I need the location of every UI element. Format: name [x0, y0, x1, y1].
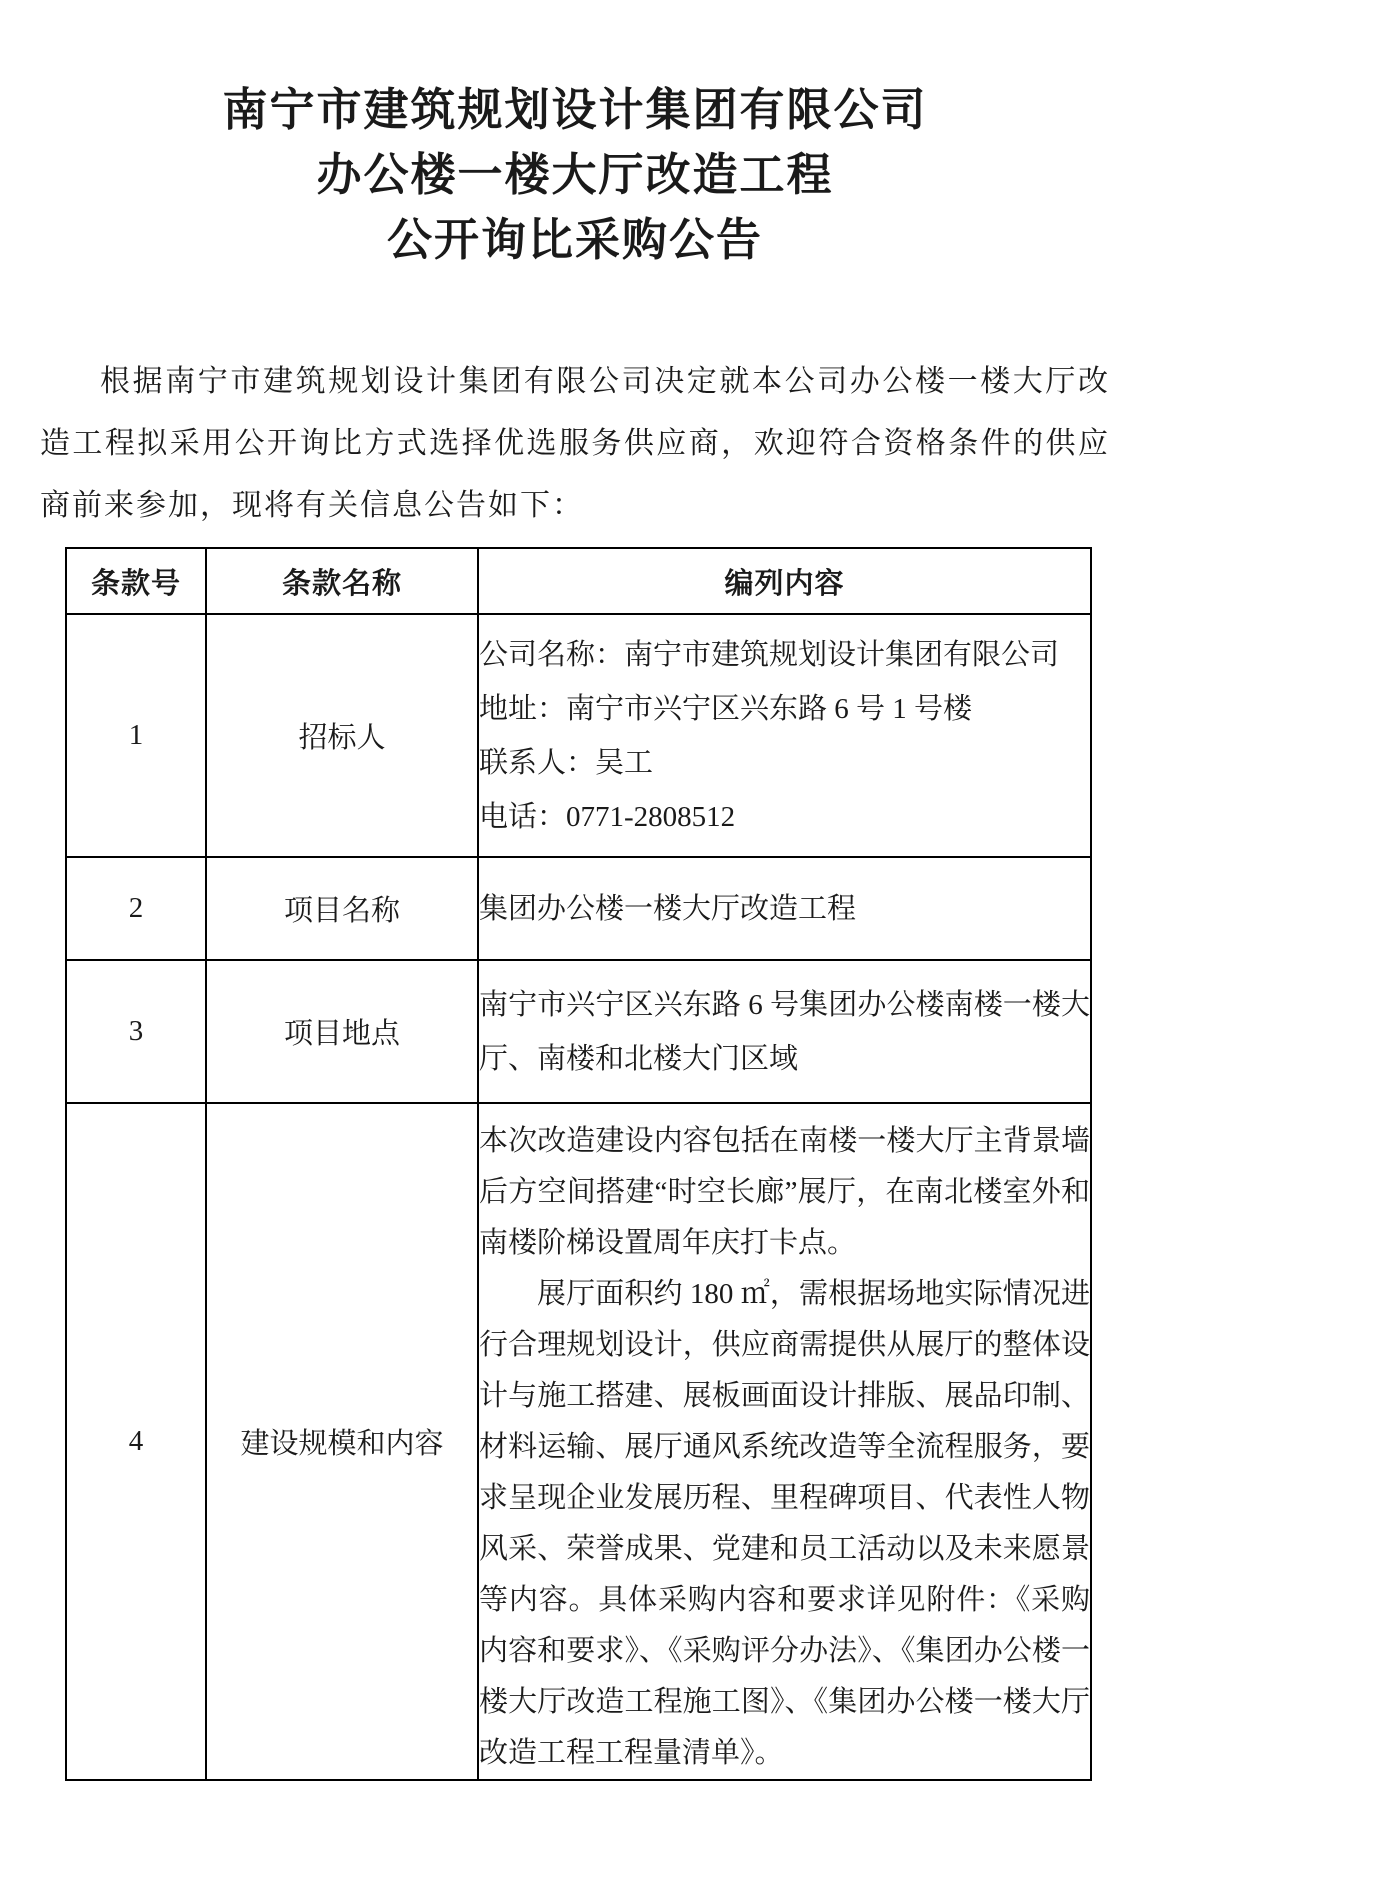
- clause-content-cell: [478, 1103, 1091, 1780]
- terms-table: [65, 547, 1092, 1781]
- table-header-row: [66, 548, 1091, 614]
- table-row-tenderer: [66, 614, 1091, 857]
- document-title: [40, 0, 1110, 273]
- project-location-line: 南宁市兴宁区兴东路 6 号集团办公楼南楼一楼大厅、南楼和北楼大门区域: [479, 988, 1090, 1075]
- clause-name-cell: 项目名称: [206, 857, 478, 960]
- clause-number-cell: 4: [66, 1103, 206, 1780]
- table-row-project-name: [66, 857, 1091, 960]
- clause-number-cell: 2: [66, 857, 206, 960]
- title-line-project: 办公楼一楼大厅改造工程: [316, 150, 834, 200]
- clause-name-cell: 项目地点: [206, 960, 478, 1103]
- clause-name-cell: 招标人: [206, 614, 478, 857]
- scope-paragraph-details: 展厅面积约 180 ㎡，需根据场地实际情况进行合理规划设计，供应商需提供从展厅的整体设计与施工搭建、展板画面设计排版、展品印制、材料运输、展厅通风系统改造等全流程服务，要求呈现企业发展历程、里程碑项目、代表性人物风采、荣誉成果、党建和员工活动以及未来愿景等内容。具体采购内容和要求详见附件：《采购内容和要求》、《采购评分办法》、《集团办公楼一楼大厅改造工程施工图》、《集团办公楼一楼大厅改造工程工程量清单》。: [479, 1278, 1090, 1769]
- header-clause-number: 条款号: [66, 548, 206, 614]
- table-row-scope-and-content: [66, 1103, 1091, 1780]
- table-row-project-location: [66, 960, 1091, 1103]
- clause-name-cell: 建设规模和内容: [206, 1103, 478, 1780]
- project-name-line: 集团办公楼一楼大厅改造工程: [479, 892, 857, 925]
- clause-number-cell: 1: [66, 614, 206, 857]
- header-clause-name: 条款名称: [206, 548, 478, 614]
- clause-number-cell: 3: [66, 960, 206, 1103]
- title-line-notice-type: 公开询比采购公告: [386, 215, 763, 265]
- tenderer-contact-line: 联系人：吴工: [479, 746, 654, 779]
- header-clause-content: 编列内容: [478, 548, 1091, 614]
- scope-paragraph-overview: 本次改造建设内容包括在南楼一楼大厅主背景墙后方空间搭建“时空长廊”展厅，在南北楼室外和南楼阶梯设置周年庆打卡点。: [479, 1125, 1090, 1259]
- document-content: [40, 0, 1110, 1781]
- tenderer-company-name-line: 公司名称：南宁市建筑规划设计集团有限公司: [479, 638, 1060, 671]
- clause-content-cell: [478, 857, 1091, 960]
- title-line-company: 南宁市建筑规划设计集团有限公司: [222, 85, 928, 135]
- tenderer-address-line: 地址：南宁市兴宁区兴东路 6 号 1 号楼: [479, 692, 973, 725]
- clause-content-cell: [478, 614, 1091, 857]
- intro-paragraph: 根据南宁市建筑规划设计集团有限公司决定就本公司办公楼一楼大厅改造工程拟采用公开询比方式选择优选服务供应商，欢迎符合资格条件的供应商前来参加，现将有关信息公告如下：: [40, 365, 1110, 522]
- clause-content-cell: [478, 960, 1091, 1103]
- tenderer-phone-line: 电话：0771-2808512: [479, 800, 736, 833]
